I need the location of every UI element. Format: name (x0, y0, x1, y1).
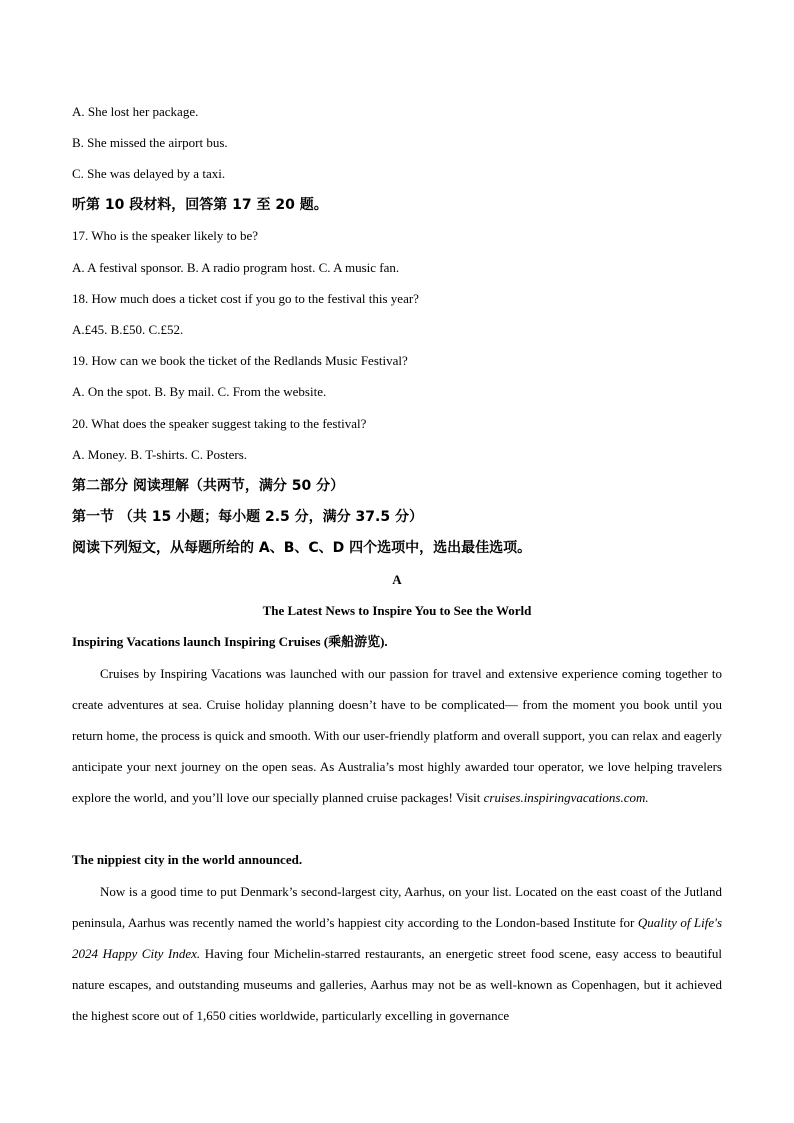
question-options: A. Money. B. T-shirts. C. Posters. (72, 447, 248, 462)
question-stem: 20. What does the speaker suggest taking to the festival? (72, 416, 367, 431)
subheading: The nippiest city in the world announced. (72, 852, 303, 867)
paragraph (72, 876, 722, 1031)
website-link[interactable]: cruises.inspiringvacations.com. (483, 790, 649, 805)
passage-title: The Latest News to Inspire You to See the World (262, 603, 532, 618)
paragraph-text: Now is a good time to put Denmark’s second-largest city, Aarhus, on your list. Located on the east coast of the Jutland peninsula, Aarhus was recently named the world’s happiest city according to the London-based Institute for (72, 884, 722, 930)
section-heading: 第一节 （共 15 小题；每小题 2.5 分，满分 37.5 分） (72, 509, 423, 525)
instruction: 阅读下列短文，从每题所给的 A、B、C、D 四个选项中，选出最佳选项。 (72, 540, 532, 556)
paragraph-text: Having four Michelin-starred restaurants, an energetic street food scene, easy access to beautiful nature escapes, and outstanding museums and galleries, Aarhus may not be as well-known as Copenhagen, but it achieved the highest score out of 1,650 cities worldwide, particularly excelling in governance (72, 946, 722, 1023)
option-line: B. She missed the airport bus. (72, 135, 228, 150)
question-options: A.£45. B.£50. C.£52. (72, 322, 184, 337)
option-line: C. She was delayed by a taxi. (72, 166, 226, 181)
option-line: A. She lost her package. (72, 104, 199, 119)
part-heading: 第二部分 阅读理解（共两节，满分 50 分） (72, 478, 345, 494)
subheading: Inspiring Vacations launch Inspiring Cruises (乘船游览). (72, 634, 388, 649)
question-stem: 17. Who is the speaker likely to be? (72, 228, 259, 243)
question-stem: 18. How much does a ticket cost if you go to the festival this year? (72, 291, 419, 306)
index-name: Quality of Life's 2024 Happy City Index. (72, 915, 722, 961)
question-stem: 19. How can we book the ticket of the Redlands Music Festival? (72, 353, 408, 368)
passage-letter: A (392, 572, 402, 587)
question-options: A. On the spot. B. By mail. C. From the website. (72, 384, 327, 399)
paragraph-text: Cruises by Inspiring Vacations was launched with our passion for travel and extensive experience coming together to create adventures at sea. Cruise holiday planning doesn’t have to be complicated— from the moment you book until you return home, the process is quick and smooth. With our user-friendly platform and overall support, you can relax and eagerly anticipate your next journey on the open seas. As Australia’s most highly awarded tour operator, we love helping travelers explore the world, and you’ll love our specially planned cruise packages! Visit (72, 666, 722, 805)
paragraph (72, 658, 722, 813)
section-heading: 听第 10 段材料，回答第 17 至 20 题。 (72, 197, 328, 213)
question-options: A. A festival sponsor. B. A radio program host. C. A music fan. (72, 260, 400, 275)
